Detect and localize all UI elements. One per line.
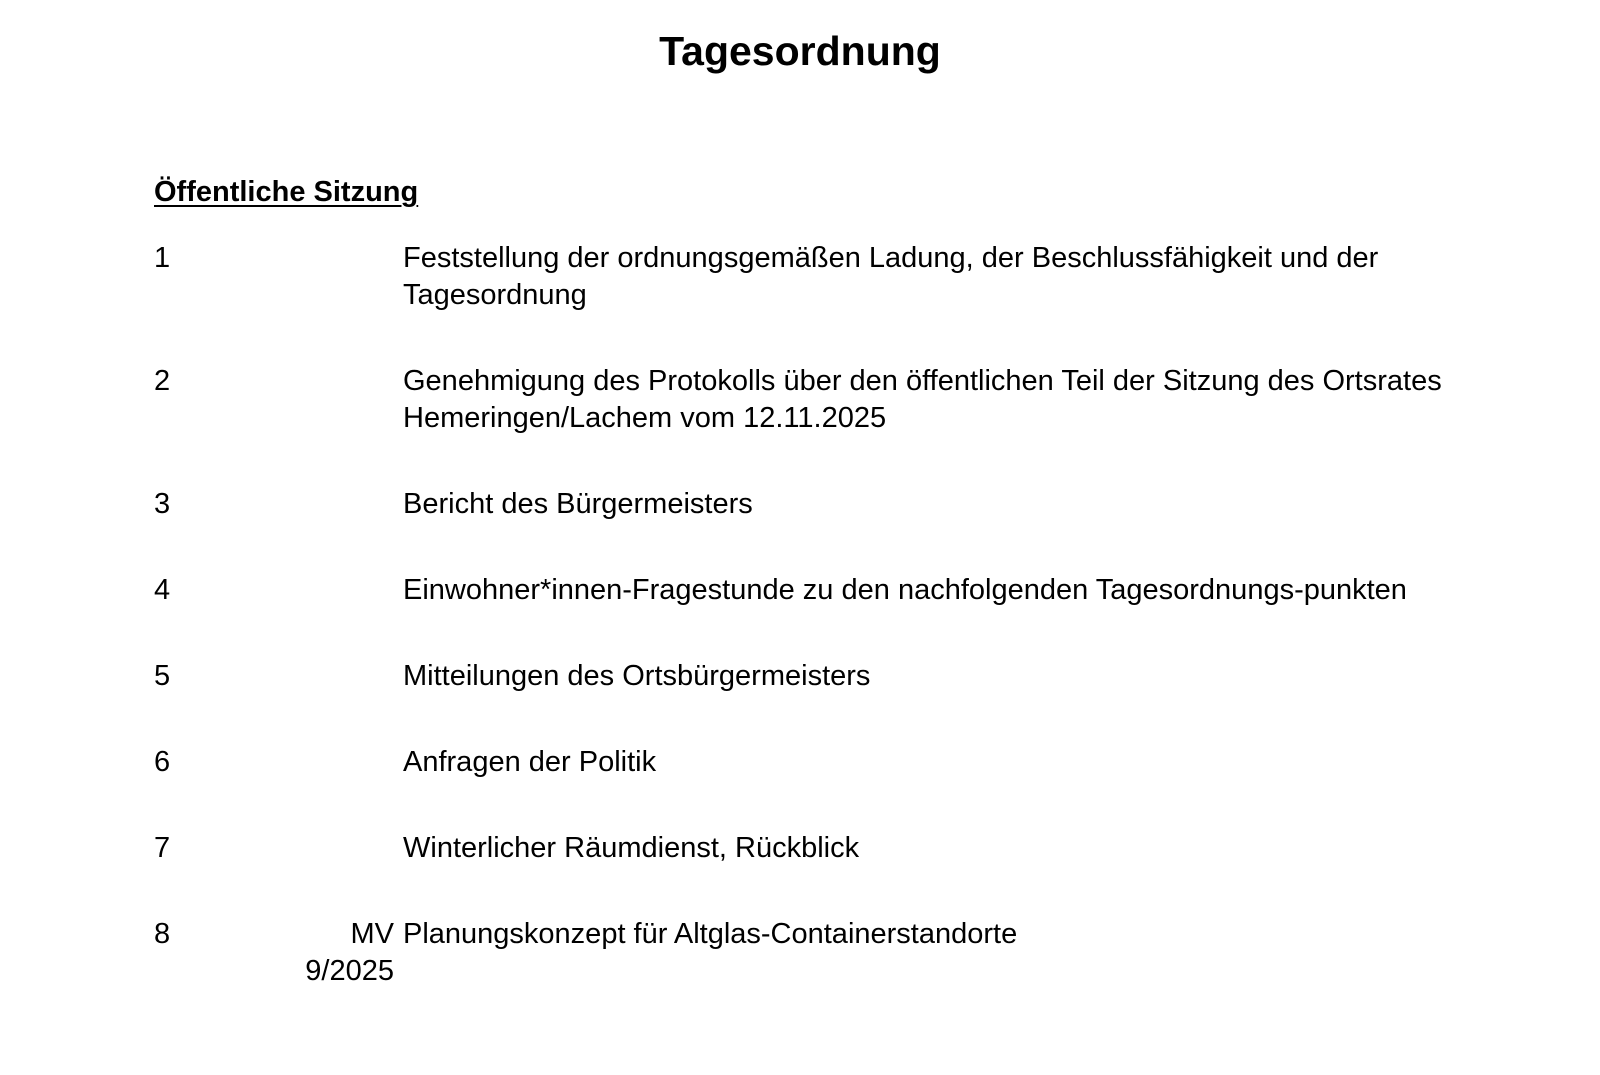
agenda-item-reference-line2: 9/2025	[305, 955, 394, 987]
agenda-item-reference	[244, 830, 403, 867]
agenda-item	[154, 830, 1454, 867]
agenda-item-number: 5	[154, 660, 171, 692]
agenda-item-text: Planungskonzept für Altglas-Containerstandorte	[403, 918, 1018, 950]
agenda-item-text: Bericht des Bürgermeisters	[403, 488, 753, 520]
agenda-item	[154, 744, 1454, 781]
agenda-item	[154, 572, 1454, 609]
agenda-item-text: Mitteilungen des Ortsbürgermeisters	[403, 660, 871, 692]
page-title: Tagesordnung	[659, 28, 941, 74]
agenda-item-reference	[244, 240, 403, 314]
agenda-item	[154, 240, 1454, 314]
agenda-item-reference	[244, 916, 403, 990]
agenda-item-number: 2	[154, 365, 171, 397]
agenda-item-text: Genehmigung des Protokolls über den öffentlichen Teil der Sitzung des Ortsrates Hemeringen/Lachem vom 12.11.2025	[403, 365, 1442, 434]
agenda-item-text: Feststellung der ordnungsgemäßen Ladung, der Beschlussfähigkeit und der Tagesordnung	[403, 242, 1379, 311]
agenda-item-reference	[244, 744, 403, 781]
agenda-item-text: Einwohner*innen-Fragestunde zu den nachfolgenden Tagesordnungs-punkten	[403, 574, 1407, 606]
agenda-item-number: 8	[154, 918, 171, 950]
agenda-item-reference	[244, 363, 403, 437]
agenda-item-number: 6	[154, 746, 171, 778]
agenda-item	[154, 658, 1454, 695]
section-heading-public-session: Öffentliche Sitzung	[154, 176, 419, 208]
agenda-item-number: 7	[154, 832, 171, 864]
agenda-item	[154, 363, 1454, 437]
agenda-item-number: 4	[154, 574, 171, 606]
agenda-item-text: Winterlicher Räumdienst, Rückblick	[403, 832, 860, 864]
agenda-item-reference	[244, 572, 403, 609]
agenda-item-reference	[244, 658, 403, 695]
agenda-item-text: Anfragen der Politik	[403, 746, 657, 778]
agenda-list	[154, 240, 1454, 990]
agenda-item-reference	[244, 486, 403, 523]
agenda-item	[154, 916, 1454, 990]
agenda-item-number: 3	[154, 488, 171, 520]
agenda-item-reference-line1: MV	[350, 918, 394, 950]
agenda-item	[154, 486, 1454, 523]
agenda-item-number: 1	[154, 242, 171, 274]
